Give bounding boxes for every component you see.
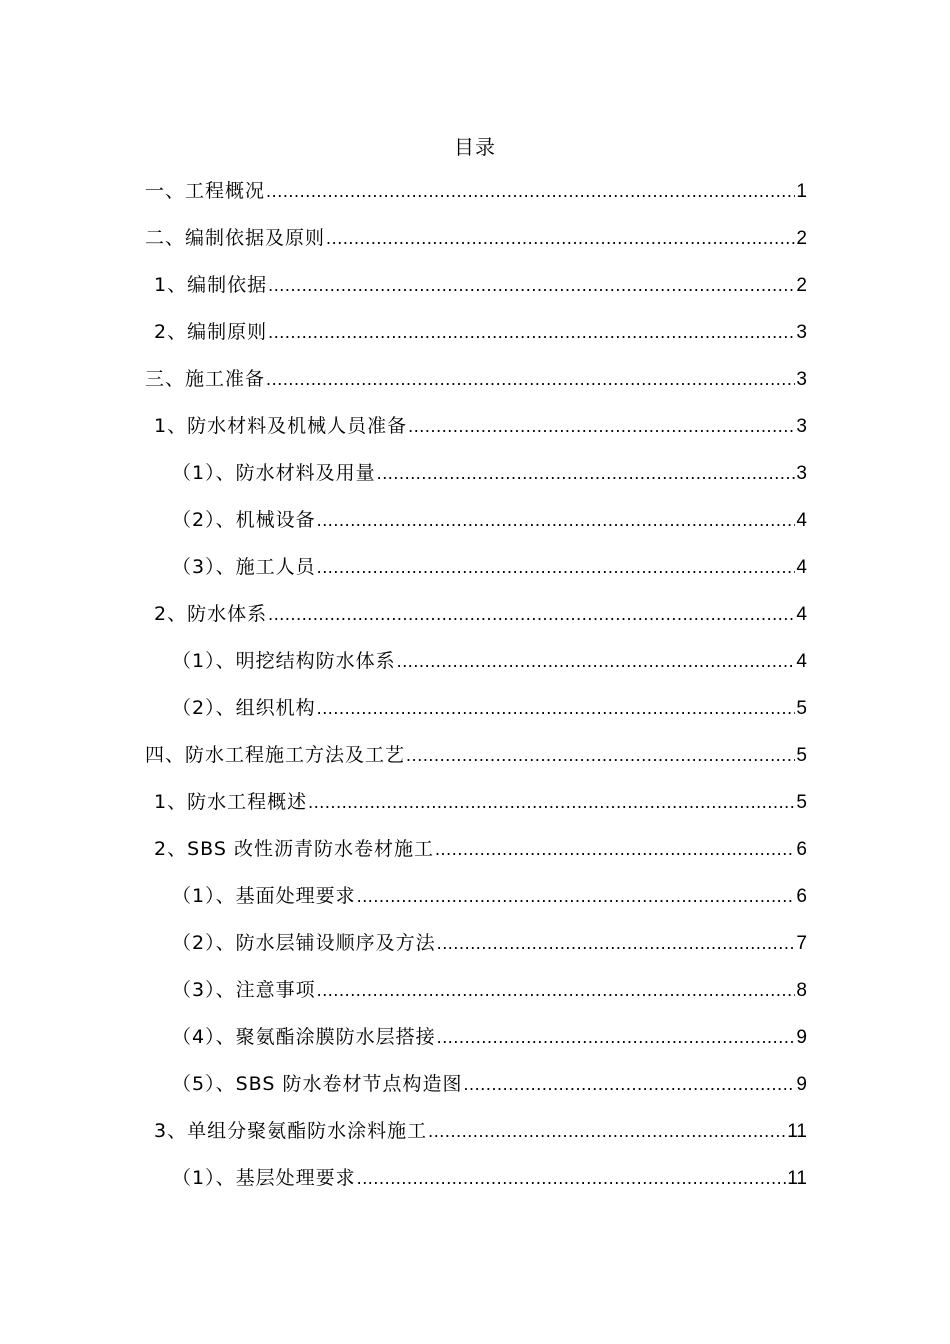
toc-entry-text: 二、编制依据及原则 [145, 227, 326, 249]
toc-page-number: 11 [787, 1168, 807, 1189]
toc-entry[interactable] [145, 693, 807, 740]
toc-dot-leader [463, 1069, 795, 1099]
toc-entry-text: 3、单组分聚氨酯防水涂料施工 [154, 1120, 428, 1142]
toc-entry[interactable] [145, 223, 807, 270]
toc-entry-text: （3）、注意事项 [172, 979, 316, 1001]
toc-entry-text: （1）、基层处理要求 [172, 1167, 356, 1189]
toc-page-number: 4 [796, 651, 807, 672]
toc-entry-text: 1、防水材料及机械人员准备 [154, 415, 408, 437]
toc-page-number: 7 [796, 933, 807, 954]
toc-page-number: 3 [796, 463, 807, 484]
toc-entry[interactable] [145, 740, 807, 787]
toc-page-number: 4 [796, 510, 807, 531]
toc-entry-text: （1）、基面处理要求 [172, 885, 356, 907]
toc-entry-text: 1、编制依据 [154, 274, 268, 296]
toc-page-number: 5 [796, 792, 807, 813]
toc-page-number: 5 [796, 698, 807, 719]
toc-page-number: 9 [796, 1027, 807, 1048]
toc-entry-text: 2、编制原则 [154, 321, 268, 343]
toc-page-number: 2 [796, 275, 807, 296]
toc-entry-text: 2、防水体系 [154, 603, 268, 625]
toc-entry-text: 四、防水工程施工方法及工艺 [145, 744, 406, 766]
toc-entry-text: （2）、防水层铺设顺序及方法 [172, 932, 436, 954]
toc-entry-text: （4）、聚氨酯涂膜防水层搭接 [172, 1026, 436, 1048]
toc-entry-text: 1、防水工程概述 [154, 791, 308, 813]
toc-dot-leader [437, 928, 796, 958]
toc-dot-leader [317, 505, 796, 535]
toc-page-number: 4 [796, 557, 807, 578]
toc-entry[interactable] [145, 411, 807, 458]
toc-dot-leader [357, 1163, 787, 1193]
toc-page-number: 9 [796, 1074, 807, 1095]
toc-entry-text: （1）、明挖结构防水体系 [172, 650, 396, 672]
toc-page-number: 5 [796, 745, 807, 766]
toc-entry-text: 三、施工准备 [145, 368, 266, 390]
toc-entry-text: 一、工程概况 [145, 180, 266, 202]
toc-entry[interactable] [145, 1022, 807, 1069]
toc-page-number: 2 [796, 228, 807, 249]
toc-entry[interactable] [145, 881, 807, 928]
toc-dot-leader [317, 693, 796, 723]
toc-dot-leader [377, 458, 796, 488]
toc-entry[interactable] [145, 646, 807, 693]
toc-dot-leader [437, 1022, 796, 1052]
toc-dot-leader [397, 646, 796, 676]
toc-dot-leader [408, 411, 795, 441]
toc-entry-text: （1）、防水材料及用量 [172, 462, 376, 484]
toc-dot-leader [317, 975, 796, 1005]
toc-entry-text: 2、SBS 改性沥青防水卷材施工 [154, 838, 434, 860]
toc-entry[interactable] [145, 787, 807, 834]
toc-entry-text: （2）、组织机构 [172, 697, 316, 719]
toc-entry[interactable] [145, 834, 807, 881]
toc-page-number: 11 [787, 1121, 807, 1142]
table-of-contents [145, 176, 807, 1210]
toc-entry[interactable] [145, 1163, 807, 1210]
toc-dot-leader [268, 270, 795, 300]
toc-entry[interactable] [145, 975, 807, 1022]
toc-entry[interactable] [145, 599, 807, 646]
toc-page-number: 3 [796, 416, 807, 437]
toc-entry-text: （2）、机械设备 [172, 509, 316, 531]
toc-page-number: 8 [796, 980, 807, 1001]
toc-dot-leader [435, 834, 795, 864]
toc-dot-leader [266, 176, 795, 206]
toc-dot-leader [428, 1116, 786, 1146]
toc-entry-text: （5）、SBS 防水卷材节点构造图 [172, 1073, 463, 1095]
toc-page-number: 3 [796, 322, 807, 343]
toc-dot-leader [266, 364, 795, 394]
toc-page-number: 6 [796, 886, 807, 907]
toc-page-number: 4 [796, 604, 807, 625]
toc-dot-leader [317, 552, 796, 582]
toc-dot-leader [357, 881, 796, 911]
toc-page-number: 3 [796, 369, 807, 390]
toc-entry[interactable] [145, 270, 807, 317]
toc-entry[interactable] [145, 364, 807, 411]
toc-entry[interactable] [145, 1069, 807, 1116]
toc-entry[interactable] [145, 1116, 807, 1163]
toc-entry-text: （3）、施工人员 [172, 556, 316, 578]
toc-entry[interactable] [145, 505, 807, 552]
toc-page-number: 1 [796, 181, 807, 202]
toc-dot-leader [268, 599, 795, 629]
toc-dot-leader [326, 223, 795, 253]
toc-entry[interactable] [145, 928, 807, 975]
toc-entry[interactable] [145, 176, 807, 223]
toc-dot-leader [268, 317, 795, 347]
toc-entry[interactable] [145, 458, 807, 505]
toc-entry[interactable] [145, 317, 807, 364]
toc-dot-leader [406, 740, 795, 770]
toc-entry[interactable] [145, 552, 807, 599]
toc-title: 目录 [454, 135, 496, 159]
toc-page-number: 6 [796, 839, 807, 860]
toc-dot-leader [308, 787, 795, 817]
